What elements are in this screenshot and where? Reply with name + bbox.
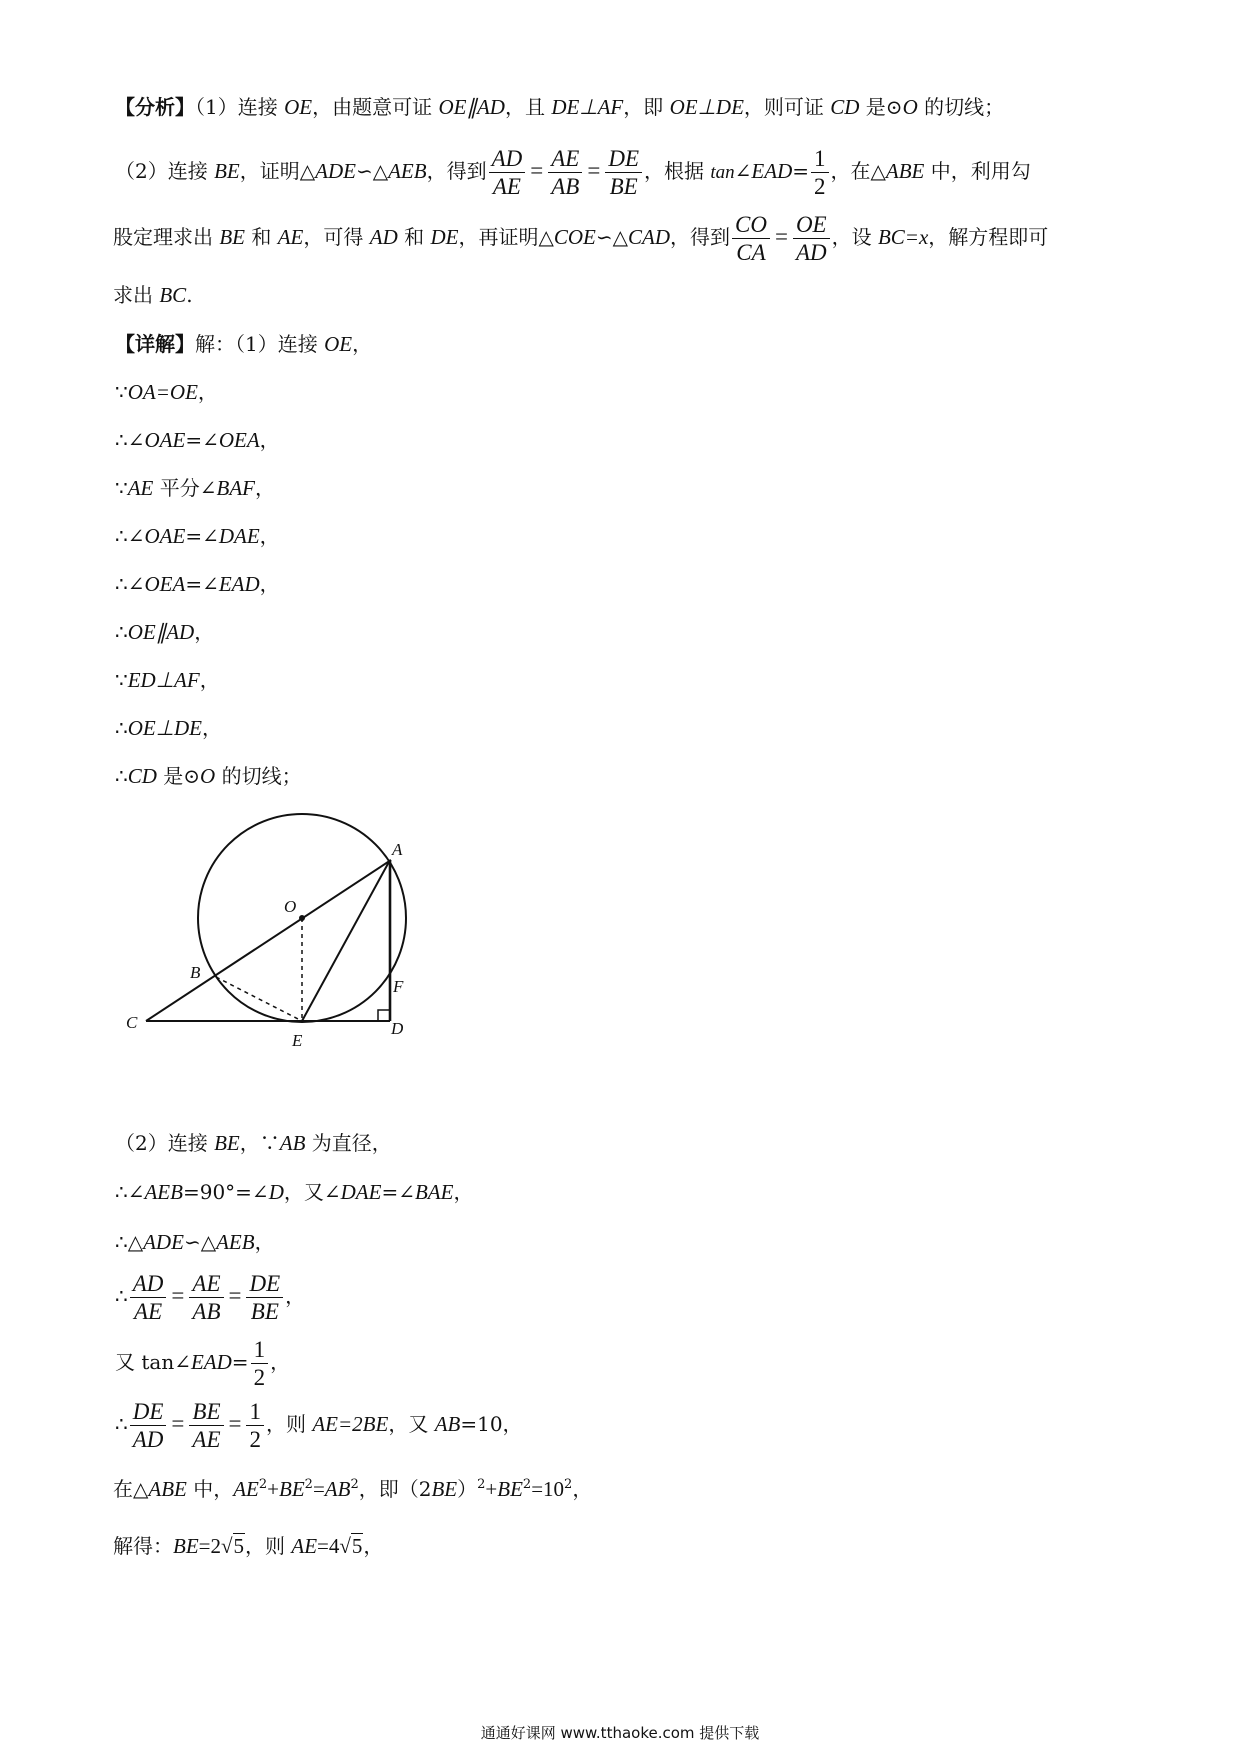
fraction: $\frac{AD}{AE}$ xyxy=(130,1270,167,1325)
equals: = xyxy=(587,158,601,183)
proof-step: ∵ED⊥AF， xyxy=(115,668,220,692)
fraction: $\frac{1}{2}$ xyxy=(246,1398,264,1453)
analysis-label: 【分析】 xyxy=(115,95,195,119)
math: CAD xyxy=(628,225,670,249)
text: 是⊙ xyxy=(859,95,903,119)
math: COE xyxy=(553,225,596,249)
text: ，可得 xyxy=(303,225,370,249)
label-e: E xyxy=(292,1031,303,1050)
text: ∠ xyxy=(734,159,752,183)
text: ∽△ xyxy=(355,159,389,183)
fraction: $\frac{DE}{BE}$ xyxy=(605,145,642,200)
fraction: $\frac{AE}{AB}$ xyxy=(548,145,582,200)
fraction: $\frac{AD}{AE}$ xyxy=(489,145,526,200)
text: 和 xyxy=(397,225,431,249)
math: DE xyxy=(430,225,459,249)
math: BC=x xyxy=(877,225,929,249)
square-root: √5 xyxy=(221,1534,245,1558)
math: DE⊥AF xyxy=(551,95,624,119)
detail-label: 【详解】 xyxy=(115,332,195,356)
text: 的切线； xyxy=(917,95,1005,119)
math: AE xyxy=(277,225,304,249)
text: ，再证明△ xyxy=(458,225,554,249)
math: OE∥AD xyxy=(438,95,505,119)
label-d: D xyxy=(391,1019,404,1038)
text: ，则可证 xyxy=(743,95,831,119)
text: ，得到 xyxy=(670,225,730,249)
segment-ae xyxy=(302,860,390,1021)
text: 解：（1）连接 xyxy=(195,332,325,356)
label-f: F xyxy=(393,977,404,996)
math: O xyxy=(902,95,918,119)
part2-line-6: ∴ $\frac{DE}{AD}$ = $\frac{BE}{AE}$ = $\frac{1}{2}$ ，则 AE=2BE，又 AB=10， xyxy=(115,1399,523,1452)
right-angle-mark xyxy=(378,1010,390,1021)
text: = xyxy=(792,159,810,183)
fraction: $\frac{DE}{BE}$ xyxy=(246,1270,283,1325)
text: （2）连接 xyxy=(115,159,215,183)
proof-step: ∴∠OEA=∠EAD， xyxy=(115,572,280,596)
equals: = xyxy=(530,158,544,183)
math: AEB xyxy=(388,159,427,183)
proof-step: ∴∠OAE=∠OEA， xyxy=(115,428,280,452)
fraction: $\frac{DE}{AD}$ xyxy=(130,1398,167,1453)
text: 和 xyxy=(245,225,278,249)
text: ，设 xyxy=(831,225,878,249)
math: CD xyxy=(830,95,860,119)
text: . xyxy=(186,283,193,307)
proof-step: ∵OA=OE， xyxy=(115,380,218,404)
part2-line-3: ∴△ADE∽△AEB， xyxy=(115,1230,275,1254)
text: （1）连接 xyxy=(195,95,285,119)
text: ，在△ xyxy=(830,159,886,183)
text: ∽△ xyxy=(595,225,628,249)
part2-line-4: ∴ $\frac{AD}{AE}$ = $\frac{AE}{AB}$ = $\frac{DE}{BE}$ ， xyxy=(115,1271,306,1324)
proof-step: ∴OE∥AD， xyxy=(115,620,215,644)
text: ，解方程即可 xyxy=(928,225,1049,249)
fraction: $\frac{1}{2}$ xyxy=(811,145,829,200)
part2-line-7: 在△ABE 中，$AE^2+BE^2=AB^2$，即$(2BE)^2+BE^2=10^2$， xyxy=(113,1477,593,1501)
math: BC xyxy=(159,283,187,307)
text: ，且 xyxy=(504,95,552,119)
part2-line-2: ∴∠AEB=90°=∠D，又∠DAE=∠BAE， xyxy=(115,1180,474,1204)
fraction: $\frac{OE}{AD}$ xyxy=(793,211,830,266)
proof-step: ∴∠OAE=∠DAE， xyxy=(115,524,280,548)
page-footer: 通通好课网 www.tthaoke.com 提供下载 xyxy=(480,1724,760,1742)
center-point xyxy=(299,915,305,921)
math: AD xyxy=(369,225,398,249)
text: ，即 xyxy=(623,95,670,119)
math: EAD xyxy=(751,159,793,183)
text: ，证明△ xyxy=(239,159,316,183)
math: BE xyxy=(214,159,240,183)
text: ，根据 xyxy=(644,159,711,183)
part2-line-1: （2）连接 BE，∵AB 为直径， xyxy=(115,1131,392,1155)
math: ABE xyxy=(885,159,925,183)
math: OE xyxy=(324,332,353,356)
text: ，得到 xyxy=(426,159,487,183)
fraction: $\frac{CO}{CA}$ xyxy=(732,211,770,266)
text: 求出 xyxy=(113,283,160,307)
fraction: $\frac{1}{2}$ xyxy=(251,1336,269,1391)
label-o: O xyxy=(284,897,297,916)
proof-step: ∴CD 是⊙O 的切线； xyxy=(115,764,302,788)
math: OE⊥DE xyxy=(669,95,744,119)
text: ，由题意可证 xyxy=(312,95,439,119)
fraction: $\frac{AE}{AB}$ xyxy=(189,1270,223,1325)
square-root: √5 xyxy=(339,1534,363,1558)
text: ， xyxy=(352,332,373,356)
label-a: A xyxy=(392,840,403,859)
proof-step: ∵AE 平分∠BAF， xyxy=(115,476,275,500)
part2-line-5: 又 tan∠EAD= $\frac{1}{2}$ ， xyxy=(115,1337,291,1390)
math: ADE xyxy=(315,159,356,183)
text: 股定理求出 xyxy=(113,225,220,249)
math: BE xyxy=(219,225,246,249)
fraction: $\frac{BE}{AE}$ xyxy=(189,1398,223,1453)
equals: = xyxy=(774,224,788,249)
part2-line-8: 解得：BE=2√5，则 AE=4√5， xyxy=(113,1534,384,1558)
label-c: C xyxy=(126,1013,138,1032)
text: 中，利用勾 xyxy=(924,159,1031,183)
math: OE xyxy=(284,95,313,119)
math: tan xyxy=(710,162,735,183)
proof-step: ∴OE⊥DE， xyxy=(115,716,223,740)
label-b: B xyxy=(190,963,201,982)
segment-ca xyxy=(146,860,391,1021)
segment-be-dashed xyxy=(216,977,302,1021)
